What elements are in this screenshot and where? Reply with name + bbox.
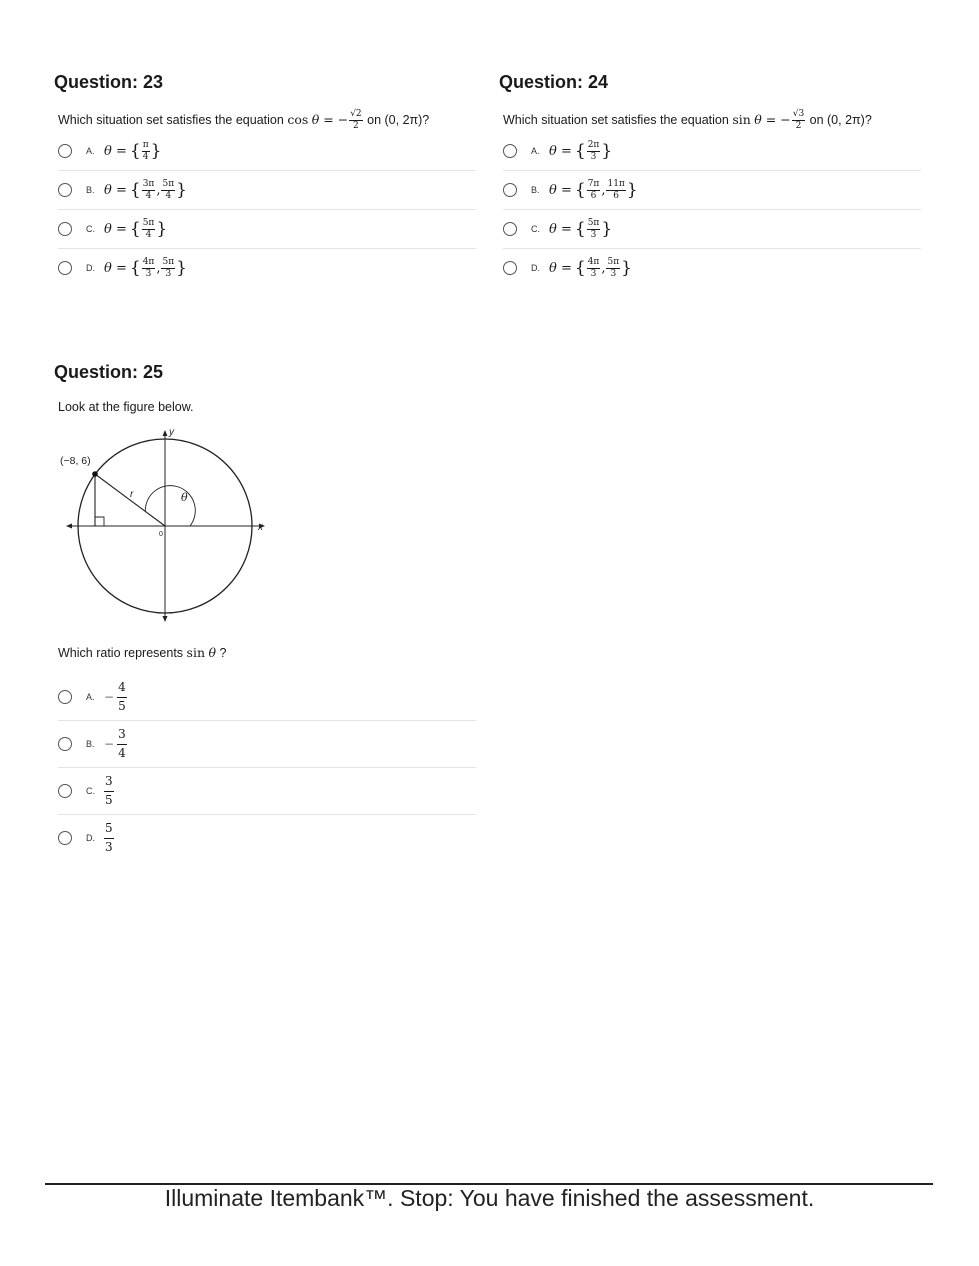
q24-option-b[interactable]: [503, 171, 638, 209]
right-brace: }: [156, 219, 168, 239]
q23-option-b[interactable]: [58, 171, 187, 209]
option-expression: [104, 728, 127, 759]
comma: ,: [156, 260, 161, 276]
left-brace: {: [129, 219, 141, 239]
footer-text: Illuminate Itembank™. Stop: You have finished the assessment.: [164, 1185, 815, 1211]
option-lhs: θ =: [549, 221, 572, 237]
option-letter: B.: [531, 185, 540, 195]
fraction-numerator: 5π: [162, 178, 175, 189]
comma: ,: [601, 182, 606, 198]
option-expression: [104, 258, 187, 279]
fraction: [587, 141, 601, 162]
fraction: [161, 180, 175, 201]
fraction: [142, 180, 156, 201]
question-25-prompt: Which ratio represents sin θ ?: [58, 645, 227, 660]
point-label: (−8, 6): [60, 455, 91, 467]
fraction: [142, 258, 156, 279]
right-brace: }: [626, 180, 638, 200]
fraction-denominator: 4: [118, 745, 126, 760]
origin-label: 0: [159, 531, 163, 538]
option-letter: B.: [86, 185, 95, 195]
minus-sign: −: [104, 690, 115, 704]
fraction-denominator: 3: [145, 268, 152, 279]
q25-option-a[interactable]: [58, 674, 127, 720]
y-axis-top-arrow: [163, 430, 168, 436]
radio-button[interactable]: [503, 261, 517, 275]
divider: [58, 814, 476, 815]
fraction-denominator: 3: [610, 268, 617, 279]
radio-button[interactable]: [58, 144, 72, 158]
fraction: [142, 141, 150, 162]
fraction: [606, 180, 625, 201]
option-letter: D.: [531, 263, 540, 273]
q23-option-d[interactable]: [58, 249, 187, 287]
option-lhs: θ =: [104, 260, 127, 276]
q23-option-a[interactable]: [58, 132, 161, 170]
fraction: [587, 180, 601, 201]
fraction-denominator: 5: [105, 792, 113, 807]
fraction-denominator: 6: [613, 190, 620, 201]
x-axis-label: x: [258, 522, 263, 533]
radio-button[interactable]: [58, 784, 72, 798]
comma: ,: [156, 182, 161, 198]
option-expression: [104, 681, 127, 712]
question-25-intro: Look at the figure below.: [58, 400, 194, 414]
option-expression: [104, 822, 114, 853]
radio-button[interactable]: [58, 690, 72, 704]
theta-label: θ: [181, 491, 188, 504]
left-brace: {: [129, 141, 141, 161]
right-brace: }: [601, 141, 613, 161]
radio-button[interactable]: [503, 222, 517, 236]
fraction: [142, 219, 156, 240]
fraction-denominator: 6: [590, 190, 597, 201]
q25-option-c[interactable]: [58, 768, 114, 814]
fraction-numerator: 3: [117, 728, 127, 744]
left-brace: {: [574, 258, 586, 278]
fraction-denominator: 3: [590, 229, 597, 240]
option-expression: [549, 258, 632, 279]
fraction: [587, 258, 601, 279]
radio-button[interactable]: [58, 831, 72, 845]
question-23-prompt: Which situation set satisfies the equation cos θ = − $\frac{√2}{2}$ on (0, 2π)?: [58, 109, 430, 131]
fraction-numerator: 7π: [587, 178, 600, 189]
left-brace: {: [574, 219, 586, 239]
fraction-numerator: 3: [104, 775, 114, 791]
q25-option-d[interactable]: [58, 815, 114, 861]
radio-button[interactable]: [503, 144, 517, 158]
option-lhs: θ =: [549, 143, 572, 159]
fraction-numerator: 5π: [162, 256, 175, 267]
option-lhs: θ =: [549, 260, 572, 276]
fraction: [104, 822, 114, 853]
radius-line: [95, 474, 165, 526]
fraction: [104, 775, 114, 806]
option-expression: [549, 141, 612, 162]
divider: [58, 767, 476, 768]
fraction-numerator: 3π: [142, 178, 155, 189]
radio-button[interactable]: [58, 261, 72, 275]
fraction: [117, 728, 127, 759]
q24-option-d[interactable]: [503, 249, 632, 287]
option-letter: B.: [86, 739, 95, 749]
fraction-numerator: 11π: [607, 178, 625, 189]
fraction-numerator: π: [142, 139, 149, 150]
fraction-denominator: 4: [165, 190, 172, 201]
x-axis-left-arrow: [66, 524, 72, 529]
unit-circle-figure: [58, 426, 278, 626]
option-letter: D.: [86, 833, 95, 843]
fraction-denominator: 3: [590, 268, 597, 279]
radius-label: r: [130, 489, 134, 500]
fraction-numerator: 4: [117, 681, 127, 697]
option-expression: [104, 775, 114, 806]
fraction: [117, 681, 127, 712]
right-brace: }: [150, 141, 162, 161]
right-brace: }: [176, 180, 187, 200]
right-brace: }: [601, 219, 613, 239]
option-lhs: θ =: [104, 182, 127, 198]
right-angle-marker: [95, 517, 104, 526]
option-expression: [549, 180, 638, 201]
fraction: [606, 258, 620, 279]
question-23-title: Question: 23: [54, 72, 164, 92]
fraction: [161, 258, 175, 279]
minus-sign: −: [104, 737, 115, 751]
option-expression: [104, 219, 167, 240]
left-brace: {: [129, 180, 141, 200]
q24-option-c[interactable]: [503, 210, 612, 248]
option-letter: A.: [531, 146, 540, 156]
y-axis-bottom-arrow: [163, 616, 168, 622]
fraction-numerator: 4π: [587, 256, 600, 267]
fraction-denominator: 4: [145, 229, 152, 240]
fraction-numerator: 5π: [587, 217, 600, 228]
option-letter: C.: [86, 786, 95, 796]
radio-button[interactable]: [58, 222, 72, 236]
fraction-numerator: 2π: [587, 139, 600, 150]
comma: ,: [601, 260, 606, 276]
fraction-denominator: 4: [145, 190, 152, 201]
question-24-prompt: Which situation set satisfies the equation sin θ = − $\frac{√3}{2}$ on (0, 2π)?: [503, 109, 872, 131]
option-letter: D.: [86, 263, 95, 273]
question-24-title: Question: 24: [499, 72, 609, 92]
fraction: [587, 219, 601, 240]
left-brace: {: [129, 258, 141, 278]
fraction-denominator: 3: [105, 839, 113, 854]
fraction-denominator: 3: [165, 268, 172, 279]
fraction-numerator: 4π: [142, 256, 155, 267]
option-expression: [104, 180, 187, 201]
q23-option-c[interactable]: [58, 210, 167, 248]
fraction-denominator: 3: [590, 151, 597, 162]
option-lhs: θ =: [104, 143, 127, 159]
theta-arc: [145, 486, 195, 526]
point-marker: [92, 471, 98, 477]
option-lhs: θ =: [104, 221, 127, 237]
option-expression: [549, 219, 612, 240]
fraction-denominator: 5: [118, 698, 126, 713]
q24-option-a[interactable]: [503, 132, 612, 170]
question-25-title: Question: 25: [54, 362, 164, 382]
q25-option-b[interactable]: [58, 721, 127, 767]
fraction-numerator: 5π: [142, 217, 155, 228]
option-letter: C.: [531, 224, 540, 234]
question-25: [54, 362, 476, 862]
option-letter: C.: [86, 224, 95, 234]
y-axis-label: y: [169, 427, 174, 438]
left-brace: {: [574, 180, 586, 200]
right-brace: }: [176, 258, 187, 278]
fraction-numerator: 5: [104, 822, 114, 838]
option-letter: A.: [86, 146, 95, 156]
radio-button[interactable]: [58, 183, 72, 197]
right-brace: }: [621, 258, 632, 278]
option-letter: A.: [86, 692, 95, 702]
left-brace: {: [574, 141, 586, 161]
radio-button[interactable]: [503, 183, 517, 197]
option-expression: [104, 141, 161, 162]
radio-button[interactable]: [58, 737, 72, 751]
fraction-numerator: 5π: [607, 256, 620, 267]
fraction-denominator: 4: [142, 151, 149, 162]
option-lhs: θ =: [549, 182, 572, 198]
